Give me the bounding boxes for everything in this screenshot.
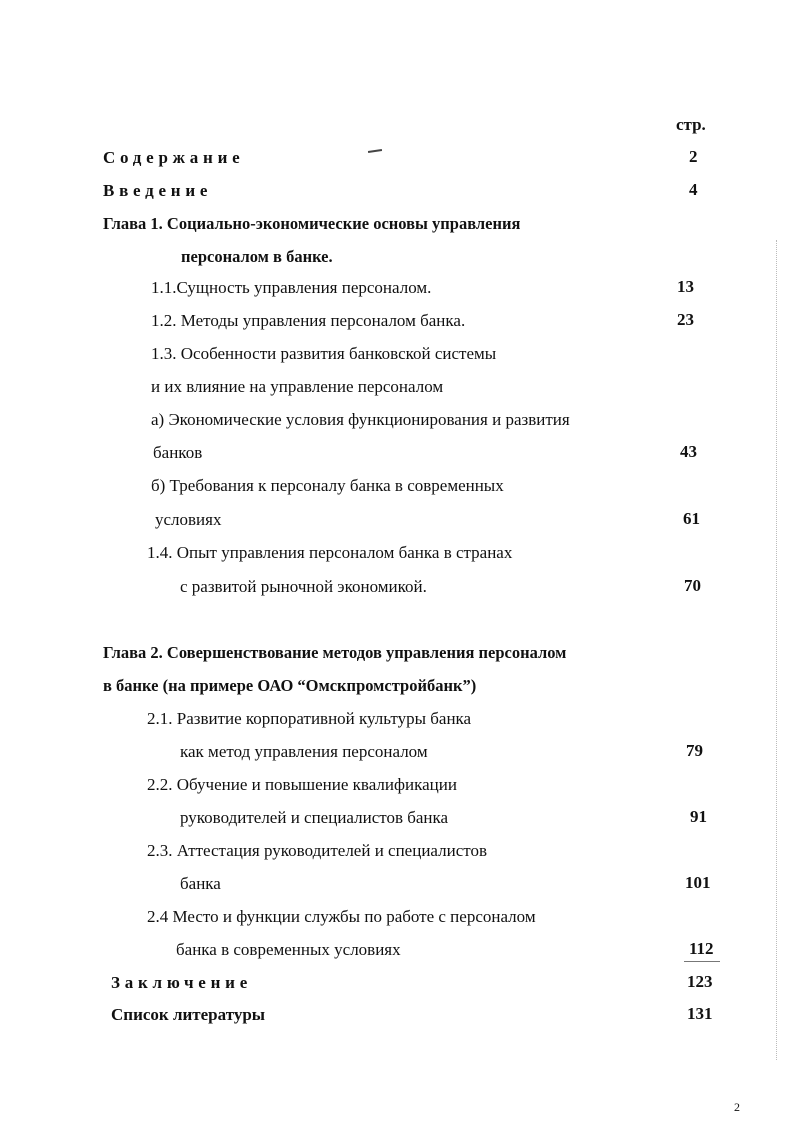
toc-conclusion-label: Заключение (111, 973, 253, 992)
toc-2-3-page: 101 (685, 873, 711, 892)
toc-contents-page: 2 (689, 147, 698, 166)
scan-underline-mark (684, 961, 720, 962)
toc-1-3-a-line1: а) Экономические условия функционирования и развития (151, 410, 570, 429)
toc-2-3-line1: 2.3. Аттестация руководителей и специалистов (147, 841, 487, 860)
scan-edge-artifact (776, 240, 778, 1060)
toc-references-page: 131 (687, 1004, 713, 1023)
toc-2-1-page: 79 (686, 741, 703, 760)
toc-contents-label: Содержание (103, 148, 245, 167)
toc-1-1-page: 13 (677, 277, 694, 296)
page-column-label: стр. (676, 115, 706, 134)
toc-references-label: Список литературы (111, 1005, 266, 1024)
toc-1-3-b-line2: условиях (155, 510, 222, 529)
toc-1-3-a-line2: банков (153, 443, 203, 462)
toc-1-3-line2: и их влияние на управление персоналом (151, 377, 444, 396)
chapter1-title-line1: Глава 1. Социально-экономические основы управления (103, 214, 521, 233)
toc-2-2-page: 91 (690, 807, 707, 826)
toc-1-3-b-line1: б) Требования к персоналу банка в современных (151, 476, 504, 495)
page-number: 2 (734, 1100, 740, 1114)
toc-2-3-line2: банка (180, 874, 221, 893)
toc-1-2-page: 23 (677, 310, 694, 329)
toc-conclusion-page: 123 (687, 972, 713, 991)
toc-1-4-page: 70 (684, 576, 701, 595)
scan-mark (368, 149, 382, 153)
toc-2-1-line2: как метод управления персоналом (180, 742, 428, 761)
toc-2-2-line1: 2.2. Обучение и повышение квалификации (147, 775, 457, 794)
toc-1-3-b-page: 61 (683, 509, 700, 528)
toc-2-4-line1: 2.4 Место и функции службы по работе с персоналом (147, 907, 536, 926)
toc-2-4-page: 112 (689, 939, 714, 958)
toc-1-3-a-page: 43 (680, 442, 697, 461)
toc-2-4-line2: банка в современных условиях (176, 940, 401, 959)
toc-1-4-line1: 1.4. Опыт управления персоналом банка в странах (147, 543, 513, 562)
toc-intro-label: Введение (103, 181, 213, 200)
toc-intro-page: 4 (689, 180, 698, 199)
chapter1-title-line2: персоналом в банке. (181, 247, 333, 266)
toc-1-1-label: 1.1.Сущность управления персоналом. (151, 278, 432, 297)
toc-2-2-line2: руководителей и специалистов банка (180, 808, 449, 827)
chapter2-title-line2: в банке (на примере ОАО “Омскпромстройбанк”) (103, 676, 477, 695)
toc-2-1-line1: 2.1. Развитие корпоративной культуры банка (147, 709, 472, 728)
toc-1-2-label: 1.2. Методы управления персоналом банка. (151, 311, 466, 330)
chapter2-title-line1: Глава 2. Совершенствование методов управления персоналом (103, 643, 567, 662)
toc-1-3-line1: 1.3. Особенности развития банковской системы (151, 344, 497, 363)
toc-1-4-line2: с развитой рыночной экономикой. (180, 577, 427, 596)
